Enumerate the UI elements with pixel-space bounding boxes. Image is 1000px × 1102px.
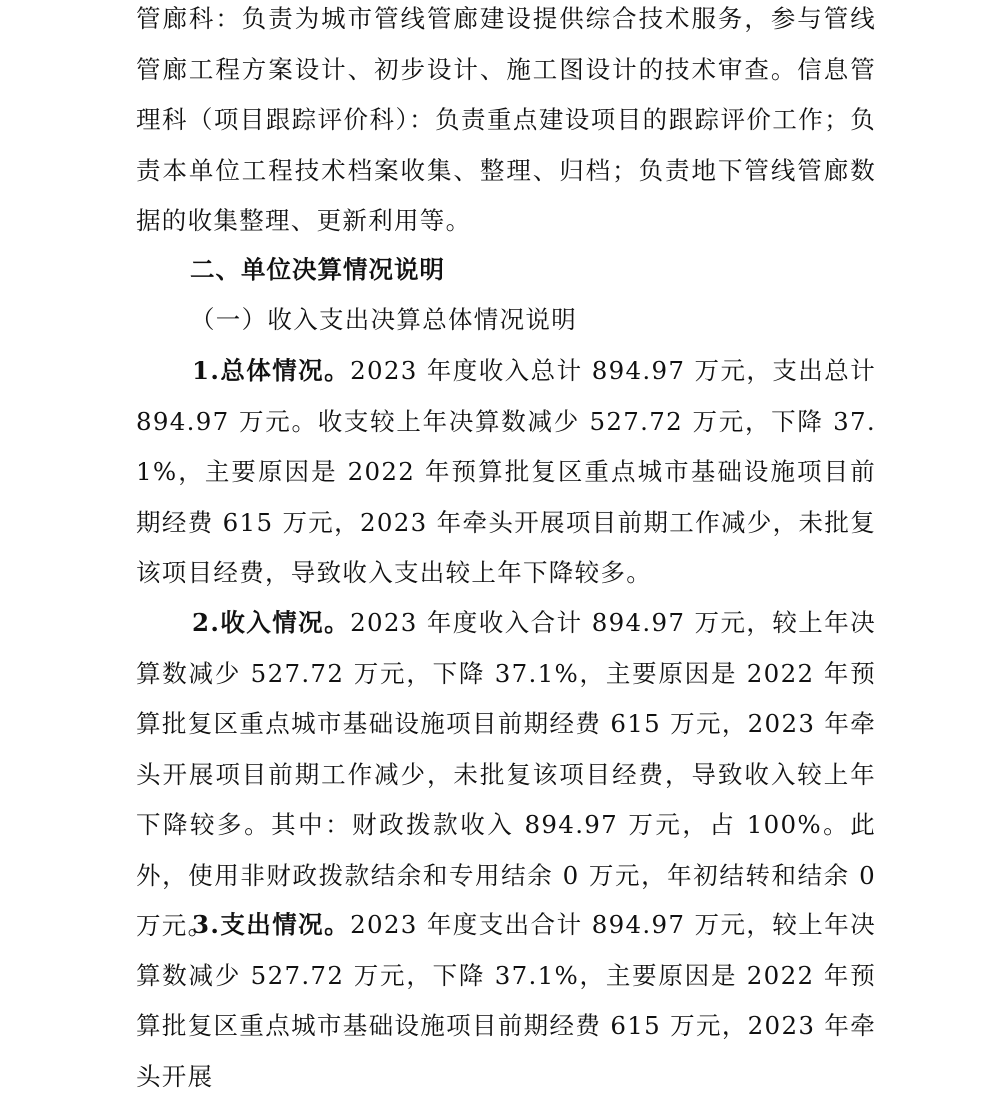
paragraph-expenditure-text: 2023 年度支出合计 894.97 万元，较上年决算数减少 527.72 万元，下降 37.1%，主要原因是 2022 年预算批复区重点城市基础设施项目前期经费 615 万元，2023 年牵头开展	[136, 910, 876, 1091]
paragraph-overall-lead: 1.总体情况。	[192, 356, 351, 385]
paragraph-overall-text: 2023 年度收入总计 894.97 万元，支出总计 894.97 万元。收支较上年决算数减少 527.72 万元，下降 37.1%，主要原因是 2022 年预算批复区重点城市基础设施项目前期经费 615 万元，2023 年牵头开展项目前期工作减少，未批复该项目经费，导致收入支出较上年下降较多。	[136, 356, 876, 587]
paragraph-income-lead: 2.收入情况。	[192, 608, 351, 637]
paragraph-income-text: 2023 年度收入合计 894.97 万元，较上年决算数减少 527.72 万元，下降 37.1%，主要原因是 2022 年预算批复区重点城市基础设施项目前期经费 615 万元，2023 年牵头开展项目前期工作减少，未批复该项目经费，导致收入较上年下降较多。其中：财政拨款收入 894.97 万元，占 100%。此外，使用非财政拨款结余和专用结余 0 万元，年初结转和结余 0 万元。	[136, 608, 876, 940]
section-heading: 二、单位决算情况说明	[190, 255, 445, 284]
paragraph-income	[136, 598, 876, 952]
paragraph-overall	[136, 346, 876, 599]
paragraph-expenditure-lead: 3.支出情况。	[192, 910, 351, 939]
paragraph-expenditure	[136, 900, 876, 1102]
subsection-heading: （一）收入支出决算总体情况说明	[190, 305, 577, 334]
intro-paragraph: 管廊科：负责为城市管线管廊建设提供综合技术服务，参与管线管廊工程方案设计、初步设计、施工图设计的技术审查。信息管理科（项目跟踪评价科）：负责重点建设项目的跟踪评价工作；负责本单位工程技术档案收集、整理、归档；负责地下管线管廊数据的收集整理、更新利用等。	[136, 4, 876, 235]
